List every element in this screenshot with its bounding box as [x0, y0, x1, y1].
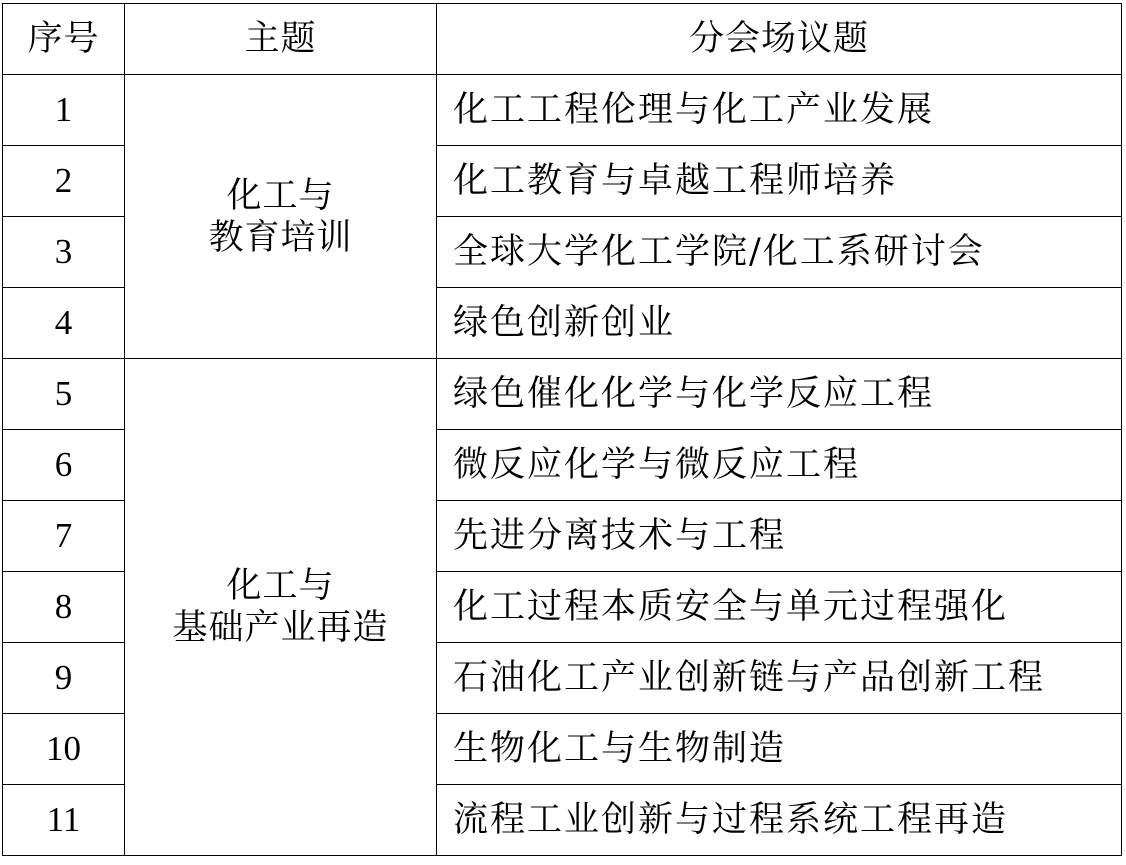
- row-number: 5: [3, 359, 125, 430]
- row-number: 3: [3, 217, 125, 288]
- row-number: 11: [3, 785, 125, 856]
- row-number: 4: [3, 288, 125, 359]
- session-topic: 全球大学化工学院/化工系研讨会: [437, 217, 1122, 288]
- row-number: 10: [3, 714, 125, 785]
- theme-line: 基础产业再造: [172, 608, 389, 648]
- session-topic: 微反应化学与微反应工程: [437, 430, 1122, 501]
- row-number: 6: [3, 430, 125, 501]
- header-session-topic: 分会场议题: [437, 4, 1122, 75]
- header-theme: 主题: [125, 4, 437, 75]
- table-row: [3, 359, 1122, 430]
- header-number: 序号: [3, 4, 125, 75]
- session-topic: 绿色创新创业: [437, 288, 1122, 359]
- session-topic: 化工教育与卓越工程师培养: [437, 146, 1122, 217]
- theme-line: 化工与: [226, 175, 335, 216]
- theme-line: 教育培训: [208, 217, 353, 258]
- theme-cell-education: [125, 75, 437, 359]
- row-number: 8: [3, 572, 125, 643]
- row-number: 7: [3, 501, 125, 572]
- row-number: 9: [3, 643, 125, 714]
- theme-line: 化工与: [226, 566, 335, 606]
- row-number: 2: [3, 146, 125, 217]
- row-number: 1: [3, 75, 125, 146]
- session-topic: 石油化工产业创新链与产品创新工程: [437, 643, 1122, 714]
- session-topic: 绿色催化化学与化学反应工程: [437, 359, 1122, 430]
- session-topic: 化工工程伦理与化工产业发展: [437, 75, 1122, 146]
- theme-cell-industry: [125, 359, 437, 856]
- table-header-row: [3, 4, 1122, 75]
- session-topic: 生物化工与生物制造: [437, 714, 1122, 785]
- session-topic: 先进分离技术与工程: [437, 501, 1122, 572]
- session-topics-table: [2, 3, 1122, 856]
- session-topic: 化工过程本质安全与单元过程强化: [437, 572, 1122, 643]
- session-topic: 流程工业创新与过程系统工程再造: [437, 785, 1122, 856]
- table-row: [3, 75, 1122, 146]
